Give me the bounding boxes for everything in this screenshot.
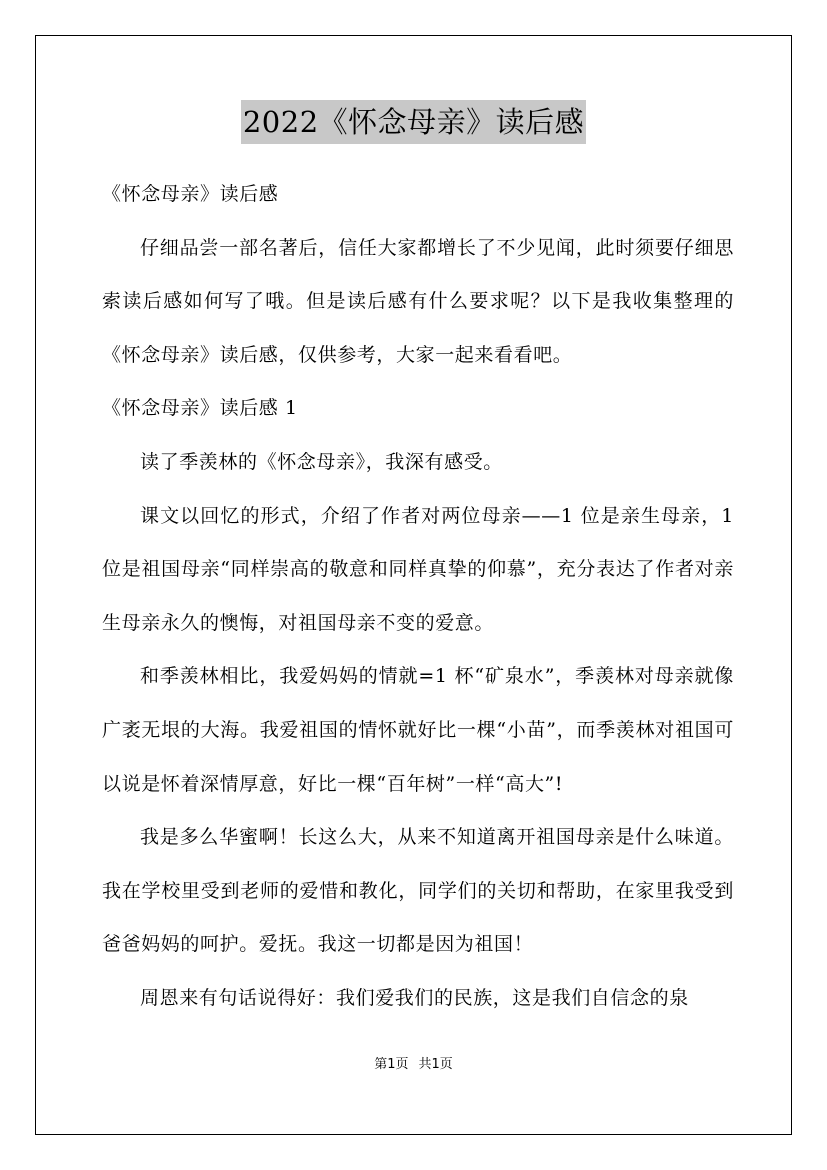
section-heading: 《怀念母亲》读后感 xyxy=(102,183,279,205)
body-paragraph: 周恩来有句话说得好：我们爱我们的民族，这是我们自信念的泉 xyxy=(140,986,689,1009)
document-body xyxy=(102,168,734,1026)
body-paragraph: 读了季羡林的《怀念母亲》，我深有感受。 xyxy=(140,450,503,473)
document-title: 2022《怀念母亲》读后感 xyxy=(241,100,586,144)
title-area xyxy=(0,100,827,144)
page-number: 第1页 xyxy=(374,1057,409,1072)
page-total: 共1页 xyxy=(418,1057,453,1072)
body-paragraph: 和季羡林相比，我爱妈妈的情就=1 杯“矿泉水”，季羡林对母亲就像广袤无垠的大海。我爱祖国的情怀就好比一棵“小苗”，而季羡林对祖国可以说是怀着深情厚意，好比一棵“百年树”一样“高大”! xyxy=(102,665,734,795)
section-heading: 《怀念母亲》读后感 1 xyxy=(102,397,298,420)
body-paragraph: 我是多么华蜜啊！长这么大，从来不知道离开祖国母亲是什么味道。我在学校里受到老师的爱惜和教化，同学们的关切和帮助，在家里我受到爸爸妈妈的呵护。爱抚。我这一切都是因为祖国！ xyxy=(102,826,734,956)
body-paragraph: 课文以回忆的形式，介绍了作者对两位母亲——1 位是亲生母亲，1 位是祖国母亲“同样崇高的敬意和同样真挚的仰慕”，充分表达了作者对亲生母亲永久的懊悔，对祖国母亲不变的爱意。 xyxy=(102,504,734,634)
body-paragraph: 仔细品尝一部名著后，信任大家都增长了不少见闻，此时须要仔细思索读后感如何写了哦。但是读后感有什么要求呢？以下是我收集整理的《怀念母亲》读后感，仅供参考，大家一起来看看吧。 xyxy=(102,236,734,366)
page-footer xyxy=(0,1053,827,1072)
